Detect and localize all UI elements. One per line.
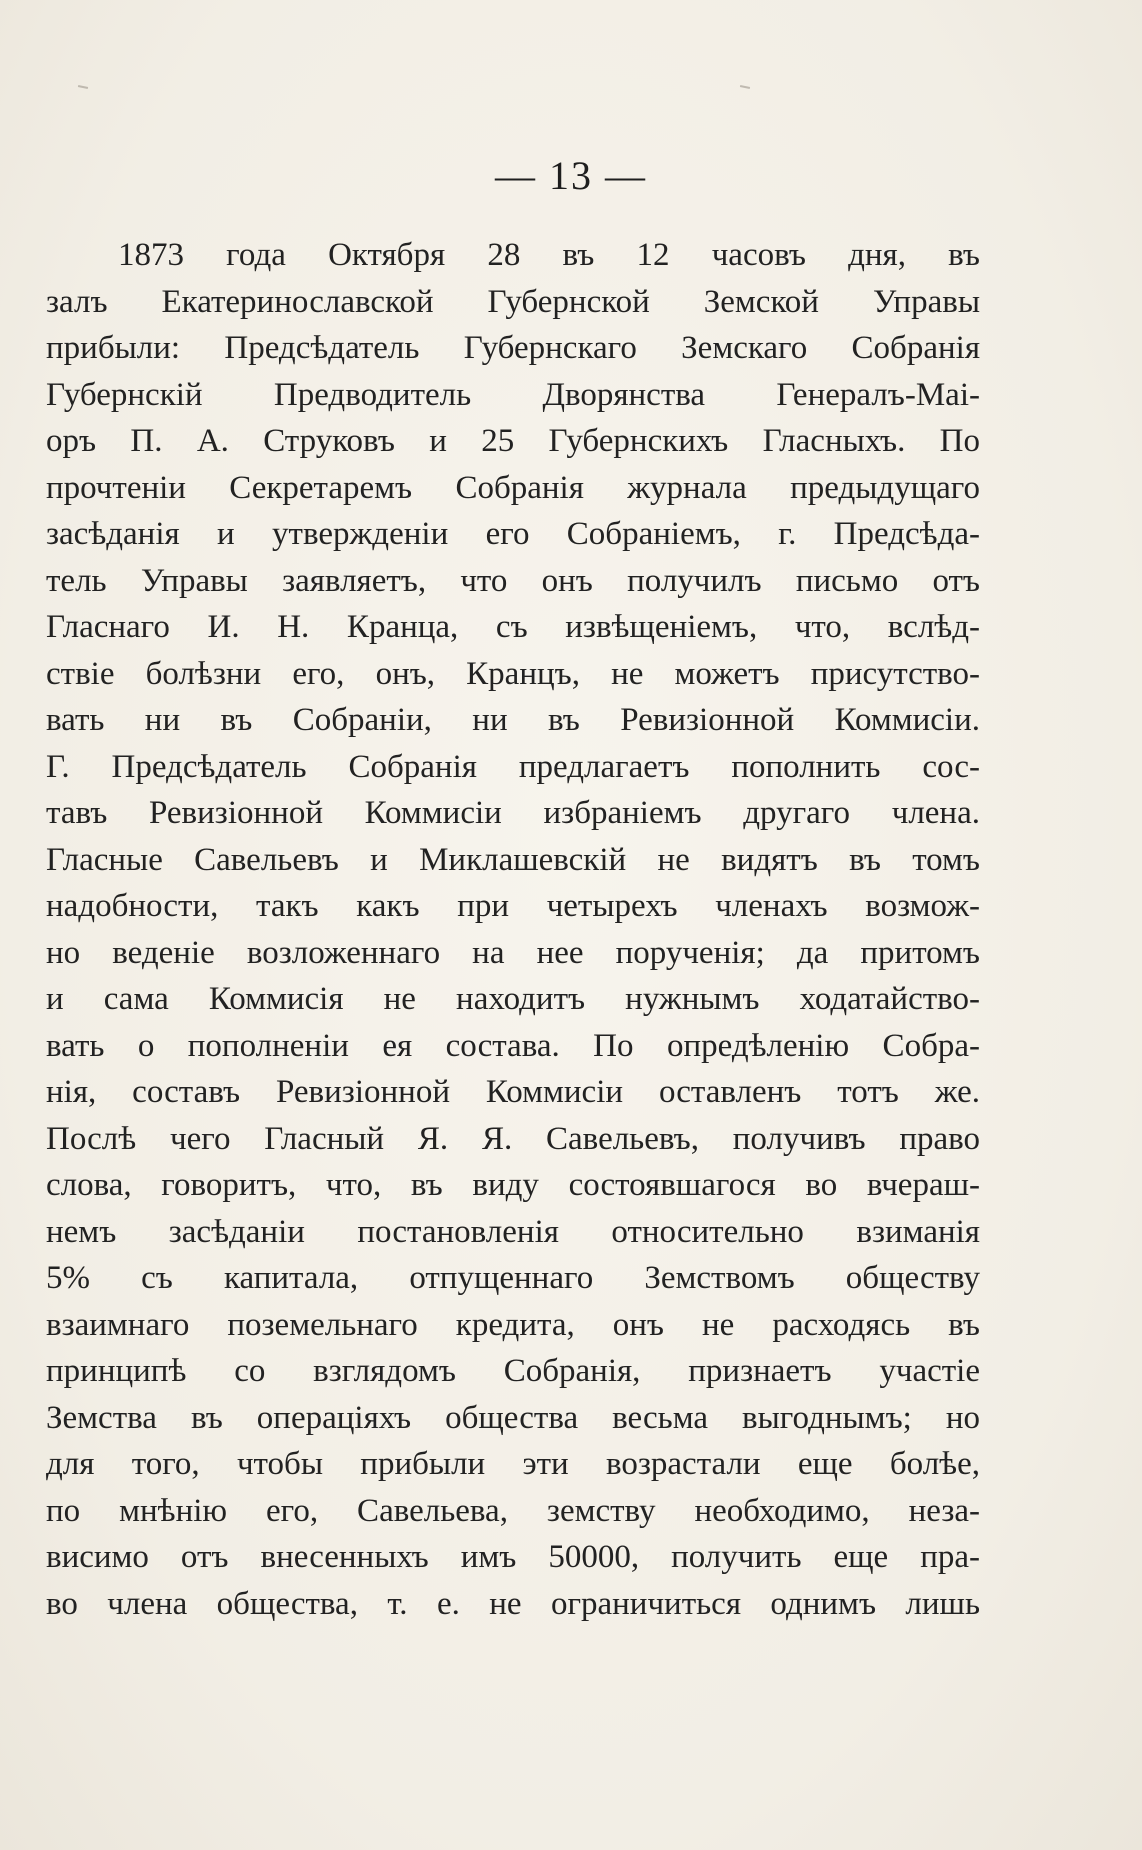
text-line: вать ни въ Собраніи, ни въ Ревизіонной Коммисіи. xyxy=(46,702,980,738)
text-line: оръ П. А. Струковъ и 25 Губернскихъ Гласныхъ. По xyxy=(46,423,980,459)
text-line: взаимнаго поземельнаго кредита, онъ не расходясь въ xyxy=(46,1306,980,1343)
text-line: 5% съ капитала, отпущеннаго Земствомъ обществу xyxy=(46,1260,980,1296)
text-line: по мнѣнію его, Савельева, земству необходимо, неза- xyxy=(46,1492,980,1529)
text-line: и сама Коммисія не находитъ нужнымъ ходатайство- xyxy=(46,981,980,1017)
text-line: прочтеніи Секретаремъ Собранія журнала предыдущаго xyxy=(46,469,980,506)
text-line: для того, чтобы прибыли эти возрастали еще болѣе, xyxy=(46,1446,980,1482)
text-line: Гласные Савельевъ и Миклашевскій не видятъ въ томъ xyxy=(46,841,980,878)
scan-speck xyxy=(740,85,750,89)
text-line: засѣданія и утвержденіи его Собраніемъ, г. Предсѣда- xyxy=(46,516,980,552)
text-line: Земства въ операціяхъ общества весьма выгоднымъ; но xyxy=(46,1399,980,1436)
body-text xyxy=(46,232,980,1627)
text-line: во члена общества, т. е. не ограничиться однимъ лишь xyxy=(46,1585,980,1622)
text-line: висимо отъ внесенныхъ имъ 50000, получить еще пра- xyxy=(46,1539,980,1575)
text-line: надобности, такъ какъ при четырехъ членахъ возмож- xyxy=(46,888,980,924)
text-line: слова, говоритъ, что, въ виду состоявшагося во вчераш- xyxy=(46,1167,980,1203)
text-line: Гласнаго И. Н. Кранца, съ извѣщеніемъ, что, вслѣд- xyxy=(46,609,980,645)
text-line: залъ Екатеринославской Губернской Земской Управы xyxy=(46,283,980,320)
text-line: принципѣ со взглядомъ Собранія, признаетъ участіе xyxy=(46,1353,980,1389)
page-number: — 13 — xyxy=(495,153,647,198)
text-line: тель Управы заявляетъ, что онъ получилъ письмо отъ xyxy=(46,562,980,599)
text-line: нія, составъ Ревизіонной Коммисіи оставленъ тотъ же. xyxy=(46,1074,980,1110)
text-line: Послѣ чего Гласный Я. Я. Савельевъ, получивъ право xyxy=(46,1120,980,1157)
text-line: Г. Предсѣдатель Собранія предлагаетъ пополнить сос- xyxy=(46,748,980,785)
text-line: вать о пополненіи ея состава. По опредѣленію Собра- xyxy=(46,1027,980,1064)
text-line: прибыли: Предсѣдатель Губернскаго Земскаго Собранія xyxy=(46,330,980,366)
text-line: Губернскій Предводитель Дворянства Генералъ-Маі- xyxy=(46,376,980,413)
text-line: но веденіе возложеннаго на нее порученія; да притомъ xyxy=(46,934,980,971)
text-line: немъ засѣданіи постановленія относительно взиманія xyxy=(46,1213,980,1250)
text-line: ствіе болѣзни его, онъ, Кранцъ, не можетъ присутство- xyxy=(46,655,980,692)
scan-speck xyxy=(78,85,88,89)
text-line: 1873 года Октября 28 въ 12 часовъ дня, въ xyxy=(118,237,980,273)
text-line: тавъ Ревизіонной Коммисіи избраніемъ другаго члена. xyxy=(46,795,980,831)
